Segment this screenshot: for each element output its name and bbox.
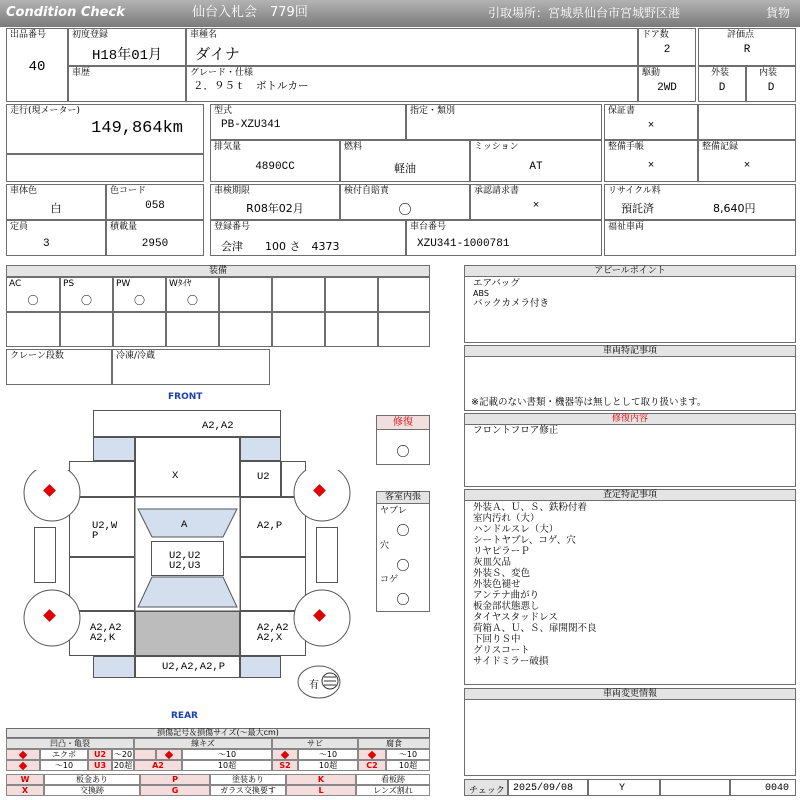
doors: 2 <box>663 44 671 56</box>
chassis-number: XZU341-1000781 <box>417 238 510 250</box>
insurance-label: 検付自賠責 <box>344 186 390 196</box>
first-registration: H18年01月 <box>91 48 162 64</box>
capacity: 3 <box>43 238 50 250</box>
legend-u3-size: 20超 <box>113 761 133 770</box>
check-label-cell <box>464 779 508 796</box>
equipment-ps <box>60 277 113 312</box>
front-label: FRONT <box>168 392 203 402</box>
appeal-item: ABS <box>473 289 489 298</box>
legend-a2-size: 10超 <box>182 760 272 771</box>
notes-footer: ※記載のない書類・機器等は無しとして取り扱います。 <box>471 397 707 408</box>
exterior-label: 外装 <box>711 68 730 78</box>
inspection-cell <box>210 184 340 220</box>
warranty-cell <box>604 104 698 140</box>
legend-meaning: レンズ割れ <box>356 785 430 796</box>
equipment-wtire <box>166 277 219 312</box>
history-cell <box>68 66 186 102</box>
legend-dent-title: 凹凸・亀裂 <box>6 738 134 749</box>
chassis-cell <box>406 220 602 256</box>
repair-details-box <box>464 425 796 487</box>
interior-label: 内装 <box>759 68 778 78</box>
repair-mark: 〇 <box>396 445 410 460</box>
notes-header: 車両特記事項 <box>464 345 796 357</box>
mission-label: ミッション <box>474 142 519 152</box>
damage-diamond-icon <box>368 751 376 759</box>
legend-rust-title: サビ <box>272 738 358 749</box>
history-label: 車歴 <box>72 68 91 78</box>
equipment-mark: 〇 <box>187 296 198 308</box>
check-blank-cell <box>660 779 730 796</box>
legend-scratch-title: 線キズ <box>134 738 272 749</box>
assessment-item: サイドミラー破損 <box>473 656 549 667</box>
legend-cell <box>6 749 40 760</box>
legend-code: G <box>140 785 210 796</box>
assessment-item: 板金部状態悪し <box>473 601 540 612</box>
panel-damage: U2,U2 <box>169 550 201 562</box>
legend-small: 〜10 <box>40 760 88 771</box>
equipment-empty <box>219 312 272 347</box>
lot-number: 40 <box>28 59 46 75</box>
mileage-note-cell <box>6 154 204 182</box>
legend-cell <box>134 749 156 760</box>
equipment-empty <box>325 312 378 347</box>
legend-cell <box>156 749 182 760</box>
welfare-label: 福祉車両 <box>608 222 645 232</box>
front-bumper-panel <box>93 410 281 437</box>
capacity-cell <box>6 220 106 256</box>
equipment-empty <box>166 312 219 347</box>
panel-damage: A2,X <box>257 632 283 644</box>
type-label: 型式 <box>214 106 233 116</box>
burn-label: コゲ <box>380 575 399 585</box>
designation-label: 指定・類別 <box>410 106 456 116</box>
damage-diamond-icon <box>19 762 27 770</box>
check-label: チェック <box>469 786 505 796</box>
color-code-label: 色コード <box>110 186 147 196</box>
warranty: × <box>647 120 655 132</box>
damage-diamond-icon <box>281 751 289 759</box>
appeal-box <box>464 277 796 343</box>
equipment-label: PW <box>116 279 131 289</box>
record: × <box>743 160 751 172</box>
assessment-item: 外装色褪せ <box>473 579 521 590</box>
lot-number-cell <box>6 28 68 102</box>
interior-cell <box>746 66 796 102</box>
record-cell <box>698 140 796 182</box>
grade: ２．９５ｔ ボトルカー <box>193 80 309 92</box>
exterior-cell <box>698 66 746 102</box>
equipment-empty <box>113 312 166 347</box>
equipment-label: AC <box>9 279 22 289</box>
appeal-header: アピールポイント <box>464 265 796 277</box>
rear-bumper-panel <box>135 656 240 678</box>
score-label: 評価点 <box>727 30 755 40</box>
legend-s2: S2 <box>272 760 298 771</box>
first-registration-label: 初度登録 <box>72 30 109 40</box>
score-cell <box>698 28 796 66</box>
model-name-label: 車種名 <box>190 30 218 40</box>
load-cell <box>106 220 204 256</box>
hole-label: 穴 <box>380 541 390 551</box>
fuel: 軽油 <box>394 162 416 175</box>
check-date-cell <box>508 779 588 796</box>
crane-label: クレーン段数 <box>10 351 64 361</box>
rear-right-glass <box>240 656 281 678</box>
damage-diamond-icon <box>19 751 27 759</box>
vehicle-category: 貨物 <box>766 6 791 20</box>
grade-label: グレード・仕様 <box>190 68 254 78</box>
displacement-cell <box>210 140 340 182</box>
checker-cell <box>588 779 660 796</box>
blank-cell <box>698 104 796 140</box>
repair-detail: フロントフロア修正 <box>473 425 559 436</box>
checker: Y <box>619 783 626 794</box>
insurance-cell <box>340 184 470 220</box>
spare-tire-icon <box>296 664 342 700</box>
hole-mark: 〇 <box>396 559 410 574</box>
legend-code: W <box>6 774 44 785</box>
legend-cell <box>6 760 40 771</box>
panel-damage: A2,A2 <box>257 622 289 634</box>
tear-mark: 〇 <box>396 524 410 539</box>
equipment-empty <box>272 277 325 312</box>
drive: 2WD <box>657 82 677 94</box>
check-number-cell <box>730 779 796 796</box>
legend-c2-size: 10超 <box>386 760 430 771</box>
plate-label: 登録番号 <box>214 222 251 232</box>
tire-icon <box>294 590 350 646</box>
legend-cell <box>358 749 386 760</box>
legend-u2-size: 〜20 <box>113 750 133 759</box>
recycle-fee: 8,640円 <box>713 202 756 215</box>
assessment-item: ハンドルスレ（大） <box>473 524 559 535</box>
panel-damage: U2 <box>257 471 270 483</box>
exterior-grade: D <box>718 82 726 94</box>
check-number: 0040 <box>764 783 789 794</box>
fridge-label: 冷凍/冷蔵 <box>116 351 156 361</box>
approval-cell <box>470 184 602 220</box>
legend-u3: U3 <box>88 760 112 771</box>
designation-cell <box>406 104 602 140</box>
mileage: 149,864km <box>91 119 183 138</box>
equipment-empty <box>378 277 430 312</box>
first-registration-cell <box>68 28 186 66</box>
legend-small: 〜10 <box>298 749 358 760</box>
change-info-box <box>464 700 796 776</box>
equipment-empty <box>378 312 430 347</box>
equipment-mark: 〇 <box>27 296 39 308</box>
repair-details-header: 修復内容 <box>464 413 796 425</box>
repair-header: 修復 <box>376 415 430 430</box>
equipment-label: PS <box>63 279 75 289</box>
assessment-item: シートヤブレ、コゲ、穴 <box>473 535 576 546</box>
panel-damage: U2,A2,A2,P <box>162 661 226 673</box>
mileage-cell <box>6 104 204 154</box>
tire-icon <box>24 590 80 646</box>
interior-grade: D <box>767 82 775 94</box>
drive-cell <box>638 66 696 102</box>
type-cell <box>210 104 406 140</box>
assessment-item: 荷箱Ａ、Ｕ、Ｓ、扉開閉不良 <box>473 623 597 634</box>
damage-diamond-icon <box>165 751 173 759</box>
assessment-item: 下回りＳ中 <box>473 634 521 645</box>
assessment-item: アンテナ曲がり <box>473 590 540 601</box>
sheet-title: Condition Check <box>6 5 125 20</box>
fuel-cell <box>340 140 470 182</box>
load-capacity: 2950 <box>141 238 169 250</box>
plate-number: 会津 100 さ 4373 <box>221 240 340 253</box>
model-name: ダイナ <box>195 45 240 63</box>
change-info-header: 車両変更情報 <box>464 688 796 700</box>
equipment-empty <box>219 277 272 312</box>
assessment-header: 査定特記事項 <box>464 489 796 501</box>
assessment-item: 外装Ｓ、変色 <box>473 568 531 579</box>
notes-box <box>464 357 796 411</box>
panel-damage: A2,A2 <box>202 420 234 432</box>
front-left-glass <box>93 437 135 461</box>
crane-cell <box>6 349 112 385</box>
displacement-label: 排気量 <box>214 142 242 152</box>
legend-u2: U2 <box>88 749 112 760</box>
auction-name: 仙台入札会 779回 <box>192 5 308 20</box>
recycle-cell <box>604 184 796 220</box>
displacement: 4890CC <box>255 161 295 173</box>
model-type: PB-XZU341 <box>221 119 281 131</box>
legend-small: 〜10 <box>386 749 430 760</box>
color-cell <box>6 184 106 220</box>
assessment-item: 外装Ａ、Ｕ、Ｓ、鉄粉付着 <box>473 502 588 513</box>
record-label: 整備記録 <box>702 142 739 152</box>
panel-damage: U2,U3 <box>169 560 201 572</box>
chassis-label: 車台番号 <box>410 222 447 232</box>
legend-c2: C2 <box>358 760 386 771</box>
equipment-empty <box>272 312 325 347</box>
legend-a2: A2 <box>134 760 182 771</box>
legend-code: L <box>286 785 356 796</box>
panel-damage: A2,K <box>90 632 116 644</box>
equipment-empty <box>325 277 378 312</box>
rear-label: REAR <box>171 711 198 721</box>
assessment-item: 室内汚れ（大） <box>473 513 540 524</box>
mileage-label: 走行(現メーター) <box>10 106 81 116</box>
score: R <box>743 44 751 56</box>
equipment-mark: 〇 <box>81 296 92 308</box>
legend-s2-size: 10超 <box>298 760 358 771</box>
equipment-header: 装備 <box>6 265 430 277</box>
repair-box <box>376 430 430 465</box>
legend-meaning: ガラス交換要す <box>210 785 286 796</box>
tire-icon <box>294 470 350 521</box>
plate-cell <box>210 220 406 256</box>
panel-damage: A2,A2 <box>90 622 122 634</box>
panel-damage: U2,W <box>92 520 118 532</box>
legend-code: P <box>140 774 210 785</box>
fridge-cell <box>112 349 270 385</box>
legend-title: 損傷記号＆損傷サイズ(〜最大cm) <box>6 728 430 738</box>
color-code-cell <box>106 184 204 220</box>
panel-damage: A2,P <box>257 520 283 532</box>
equipment-empty <box>6 312 60 347</box>
manual-cell <box>604 140 698 182</box>
appeal-item: エアバッグ <box>473 278 520 289</box>
assessment-item: グリスコート <box>473 645 530 656</box>
rear-left-glass <box>93 656 135 678</box>
color-label: 車体色 <box>10 186 38 196</box>
spare-tire-present: 有 <box>309 680 319 691</box>
legend-code: X <box>6 785 44 796</box>
manual-label: 整備手帳 <box>608 142 645 152</box>
pickup-location: 引取場所：宮城県仙台市宮城野区港 <box>488 6 681 20</box>
doors-label: ドア数 <box>642 30 669 40</box>
fuel-label: 燃料 <box>344 142 363 152</box>
equipment-label: Wﾀｲﾔ <box>169 279 192 289</box>
equipment-grid <box>6 277 430 347</box>
equipment-empty <box>60 312 113 347</box>
doors-cell <box>638 28 696 66</box>
assessment-item: リヤピラーＰ <box>473 546 530 557</box>
interior-upholstery-header: 客室内張 <box>376 491 430 504</box>
panel-damage: X <box>172 470 179 482</box>
capacity-label: 定員 <box>10 222 29 232</box>
legend-ekubo: エクボ <box>40 749 88 760</box>
body-color: 白 <box>50 202 62 215</box>
insurance: 〇 <box>398 203 412 218</box>
legend-cell <box>272 749 298 760</box>
tire-icon <box>24 470 80 521</box>
assessment-item: 灰皿欠品 <box>473 557 512 568</box>
assessment-item: タイヤスタッドレス <box>473 612 558 623</box>
legend-small: 〜10 <box>182 749 272 760</box>
assessment-box <box>464 501 796 685</box>
panel-damage: P <box>92 530 99 542</box>
legend-corrosion-title: 腐食 <box>358 738 430 749</box>
legend-meaning: 看板跡 <box>356 774 430 785</box>
equipment-pw <box>113 277 166 312</box>
equipment-mark: 〇 <box>134 296 145 308</box>
legend-meaning: 板金あり <box>44 774 140 785</box>
inspection-expiry: R08年02月 <box>246 202 304 215</box>
cabin-damage: A <box>181 519 188 531</box>
drive-label: 駆動 <box>642 68 661 78</box>
recycle-status: 預託済 <box>621 202 654 215</box>
check-date: 2025/09/08 <box>513 783 574 794</box>
color-code: 058 <box>145 200 165 212</box>
front-right-glass <box>240 437 281 461</box>
appeal-item: バックカメラ付き <box>473 298 550 309</box>
title-banner <box>0 0 800 27</box>
tires <box>22 470 352 650</box>
approval: × <box>532 200 540 212</box>
recycle-label: リサイクル料 <box>608 186 661 196</box>
burn-mark: 〇 <box>396 593 410 608</box>
welfare-cell <box>604 220 796 256</box>
legend-meaning: 塗装あり <box>210 774 286 785</box>
tear-label: ヤブレ <box>380 506 407 516</box>
warranty-label: 保証書 <box>608 106 636 116</box>
interior-upholstery-box <box>376 504 430 612</box>
approval-label: 承認請求書 <box>474 186 520 196</box>
model-name-cell <box>186 28 638 66</box>
load-label: 積載量 <box>110 222 138 232</box>
lot-number-label: 出品番号 <box>10 30 47 40</box>
manual: × <box>647 160 655 172</box>
grade-cell <box>186 66 638 102</box>
legend-code: K <box>286 774 356 785</box>
mission: AT <box>529 161 543 173</box>
inspection-label: 車検期限 <box>214 186 251 196</box>
mission-cell <box>470 140 602 182</box>
legend-meaning: 交換跡 <box>44 785 140 796</box>
equipment-ac <box>6 277 60 312</box>
